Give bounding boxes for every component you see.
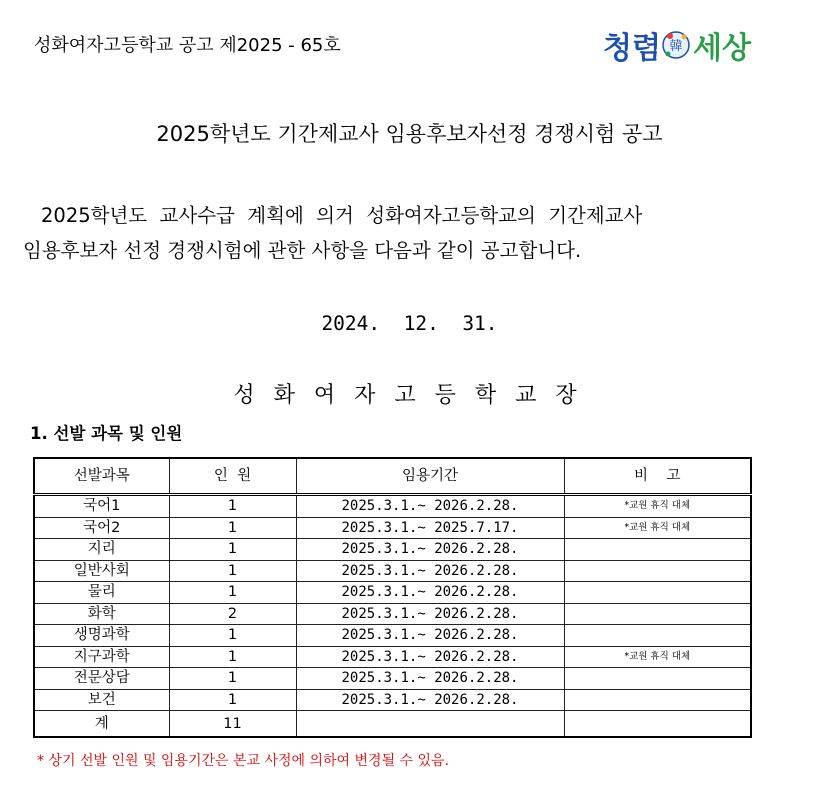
subject-cell: 전문상담 (34, 668, 169, 690)
remark-cell (564, 560, 751, 582)
count-cell: 1 (169, 495, 296, 518)
period-cell: 2025.3.1.~ 2026.2.28. (296, 625, 564, 647)
header-subject: 선발과목 (34, 458, 169, 495)
total-label: 계 (34, 711, 169, 738)
integrity-logo (598, 22, 766, 68)
logo-text-left: 청렴 (603, 31, 661, 66)
notice-date: 2024. 12. 31. (321, 312, 498, 335)
table-row (34, 603, 751, 625)
period-cell: 2025.3.1.~ 2026.2.28. (296, 646, 564, 668)
period-cell: 2025.3.1.~ 2026.2.28. (296, 603, 564, 625)
remark-cell (564, 689, 751, 711)
table-row (34, 668, 751, 690)
subject-cell: 국어2 (34, 517, 169, 539)
count-cell: 1 (169, 560, 296, 582)
period-cell: 2025.3.1.~ 2026.2.28. (296, 668, 564, 690)
logo-mark: 韓 (669, 39, 683, 54)
period-cell: 2025.3.1.~ 2026.2.28. (296, 689, 564, 711)
subject-cell: 지리 (34, 539, 169, 561)
header-remarks: 비 고 (564, 458, 751, 495)
remark-cell (564, 625, 751, 647)
count-cell: 2 (169, 603, 296, 625)
remark-cell: *교원 휴직 대체 (564, 495, 751, 518)
remark-cell (564, 603, 751, 625)
table-row (34, 560, 751, 582)
remark-cell (564, 582, 751, 604)
footnote: * 상기 선발 인원 및 임용기간은 본교 사정에 의하여 변경될 수 있음. (37, 753, 450, 769)
count-cell: 1 (169, 625, 296, 647)
recruitment-table (33, 457, 752, 738)
header-count: 인 원 (169, 458, 296, 495)
count-cell: 1 (169, 517, 296, 539)
table-row (34, 689, 751, 711)
period-cell: 2025.3.1.~ 2026.2.28. (296, 560, 564, 582)
period-cell: 2025.3.1.~ 2026.2.28. (296, 539, 564, 561)
intro-line-2: 임용후보자 선정 경쟁시험에 관한 사항을 다음과 같이 공고합니다. (23, 239, 582, 262)
count-cell: 1 (169, 646, 296, 668)
count-cell: 1 (169, 689, 296, 711)
total-period-empty (296, 711, 564, 738)
table-row (34, 582, 751, 604)
period-cell: 2025.3.1.~ 2026.2.28. (296, 582, 564, 604)
logo-text-right: 세상 (693, 31, 751, 66)
remark-cell (564, 668, 751, 690)
total-row (34, 711, 751, 738)
table-row (34, 625, 751, 647)
notice-title: 2025학년도 기간제교사 임용후보자선정 경쟁시험 공고 (156, 122, 663, 146)
subject-cell: 보건 (34, 689, 169, 711)
remark-cell (564, 539, 751, 561)
total-remark-empty (564, 711, 751, 738)
period-cell: 2025.3.1.~ 2025.7.17. (296, 517, 564, 539)
table-row (34, 646, 751, 668)
subject-cell: 물리 (34, 582, 169, 604)
subject-cell: 지구과학 (34, 646, 169, 668)
table-header-row (34, 458, 751, 495)
total-count: 11 (169, 711, 296, 738)
count-cell: 1 (169, 582, 296, 604)
document-number: 성화여자고등학교 공고 제2025 - 65호 (34, 35, 341, 56)
subject-cell: 국어1 (34, 495, 169, 518)
table-row (34, 517, 751, 539)
section-heading: 1. 선발 과목 및 인원 (30, 424, 183, 443)
remark-cell: *교원 휴직 대체 (564, 517, 751, 539)
count-cell: 1 (169, 539, 296, 561)
period-cell: 2025.3.1.~ 2026.2.28. (296, 495, 564, 518)
header-period: 임용기간 (296, 458, 564, 495)
integrity-logo-graphic (598, 22, 766, 68)
school-principal: 성화여자고등학교장 (233, 383, 596, 408)
intro-line-1: 2025학년도 교사수급 계획에 의거 성화여자고등학교의 기간제교사 (41, 204, 643, 227)
table-row (34, 495, 751, 518)
table-row (34, 539, 751, 561)
count-cell: 1 (169, 668, 296, 690)
subject-cell: 생명과학 (34, 625, 169, 647)
remark-cell: *교원 휴직 대체 (564, 646, 751, 668)
subject-cell: 화학 (34, 603, 169, 625)
subject-cell: 일반사회 (34, 560, 169, 582)
